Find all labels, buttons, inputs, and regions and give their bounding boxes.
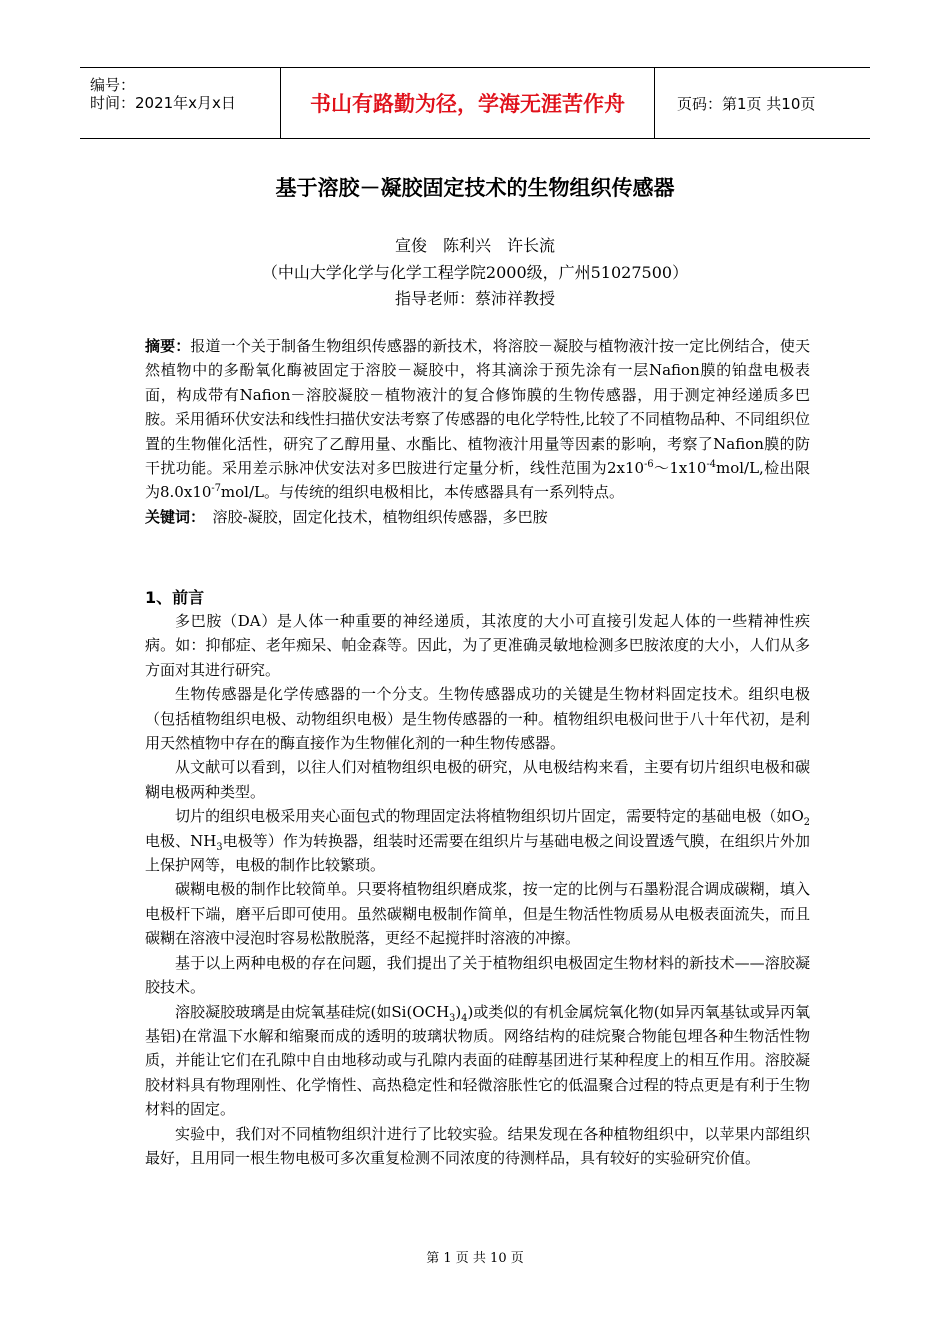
document-title: 基于溶胶－凝胶固定技术的生物组织传感器 [275, 176, 675, 200]
keywords-text: 溶胶-凝胶，固定化技术，植物组织传感器，多巴胺 [197, 507, 548, 526]
section-heading: 1、前言 [145, 588, 205, 607]
abstract-text: mol/L。与传统的组织电极相比，本传感器具有一系列特点。 [220, 483, 624, 502]
paragraph: 从文献可以看到，以往人们对植物组织电极的研究，从电极结构来看，主要有切片组织电极和碳糊电极两种类型。 [145, 758, 810, 801]
paragraph: 生物传感器是化学传感器的一个分支。生物传感器成功的关键是生物材料固定技术。组织电极（包括植物组织电极、动物组织电极）是生物传感器的一种。植物组织电极问世于八十年代初，是利用天然植物中存在的酶直接作为生物催化剂的一种生物传感器。 [145, 685, 810, 753]
section-body [145, 609, 810, 1170]
abstract-paragraph [145, 334, 810, 505]
header-page-info [665, 68, 870, 138]
abstract-text: 报道一个关于制备生物组织传感器的新技术，将溶胶－凝胶与植物液汁按一定比例结合，使天然植物中的多酚氧化酶被固定于溶胶－凝胶中，将其滴涂于预先涂有一层Nafion膜的铂盘电极表面，构成带有Nafion－溶胶凝胶－植物液汁的复合修饰膜的生物传感器，用于测定神经递质多巴胺。采用循环伏安法和线性扫描伏安法考察了传感器的电化学特性,比较了不同植物品种、不同组织位置的生物催化活性，研究了乙醇用量、水酯比、植物液汁用量等因素的影响，考察了Nafion膜的防干扰功能。采用差示脉冲伏安法对多巴胺进行定量分析，线性范围为2x10 [145, 337, 810, 478]
subscript: 3 [449, 1012, 456, 1024]
paragraph: 实验中，我们对不同植物组织汁进行了比较实验。结果发现在各种植物组织中，以苹果内部组织最好，且用同一根生物电极可多次重复检测不同浓度的待测样品，具有较好的实验研究价值。 [145, 1124, 810, 1167]
document-number-label: 编号： [90, 76, 136, 94]
advisor: 指导老师：蔡沛祥教授 [394, 289, 555, 308]
abstract-label: 摘要： [145, 337, 191, 355]
text-run: 切片的组织电极采用夹心面包式的物理固定法将植物组织切片固定，需要特定的基础电极（如O [175, 807, 804, 826]
keywords-line [145, 505, 810, 529]
keywords-label: 关键词： [145, 507, 198, 526]
abstract-block [145, 334, 810, 529]
header-table [80, 67, 870, 139]
page-footer: 第 1 页 共 10 页 [426, 1251, 524, 1266]
paragraph: 基于以上两种电极的存在问题，我们提出了关于植物组织电极固定生物材料的新技术——溶胶凝胶技术。 [145, 953, 810, 997]
exponent: -4 [706, 459, 716, 471]
text-run: )或类似的有机金属烷氧化物(如异丙氧基钛或异丙氧基铝)在常温下水解和缩聚而成的透明的玻璃状物质。网络结构的硅烷聚合物能包埋各种生物活性物质，并能让它们在孔隙中自由地移动或与孔隙内表面的硅醇基团进行某种程度上的相互作用。溶胶凝胶材料具有物理刚性、化学惰性、高热稳定性和轻微溶胀性它的低温聚合过程的特点更是有利于生物材料的固定。 [145, 1002, 810, 1119]
abstract-text: ～1x10 [653, 459, 707, 478]
header-motto: 书山有路勤为径，学海无涯苦作舟 [281, 68, 655, 138]
text-run: ) [455, 1002, 462, 1021]
paragraph [145, 1000, 810, 1122]
paragraph: 碳糊电极的制作比较简单。只要将植物组织磨成浆，按一定的比例与石墨粉混合调成碳糊，填入电极杆下端，磨平后即可使用。虽然碳糊电极制作简单，但是生物活性物质易从电极表面流失，而且碳糊在溶液中浸泡时容易松散脱落，更经不起搅拌时溶液的冲擦。 [145, 880, 810, 948]
paragraph: 多巴胺（DA）是人体一种重要的神经递质，其浓度的大小可直接引发起人体的一些精神性疾病。如：抑郁症、老年痴呆、帕金森等。因此，为了更准确灵敏地检测多巴胺浓度的大小，人们从多方面对其进行研究。 [145, 612, 810, 679]
affiliation: （中山大学化学与化学工程学院2000级，广州51027500） [261, 263, 689, 282]
page-info-text: 页码：第1页 共10页 [677, 94, 816, 113]
text-run: 电极等）作为转换器，组装时还需要在组织片与基础电极之间设置透气膜，在组织片外加上保护网等，电极的制作比较繁琐。 [145, 831, 810, 875]
exponent: -6 [644, 459, 654, 471]
paragraph [145, 804, 810, 877]
subscript: 3 [216, 841, 223, 853]
document-date: 时间：2021年x月x日 [90, 94, 236, 112]
abstract-text: mol/L,检出限为8.0x10 [145, 459, 811, 502]
text-run: 溶胶凝胶玻璃是由烷氧基硅烷(如Si(OCH [175, 1002, 450, 1021]
authors: 宣俊 陈利兴 许长流 [394, 236, 555, 255]
subscript: 4 [461, 1012, 468, 1024]
subscript: 2 [803, 817, 810, 829]
exponent: -7 [211, 483, 221, 495]
header-meta-cell [80, 68, 281, 138]
text-run: 电极、NH [145, 831, 217, 850]
